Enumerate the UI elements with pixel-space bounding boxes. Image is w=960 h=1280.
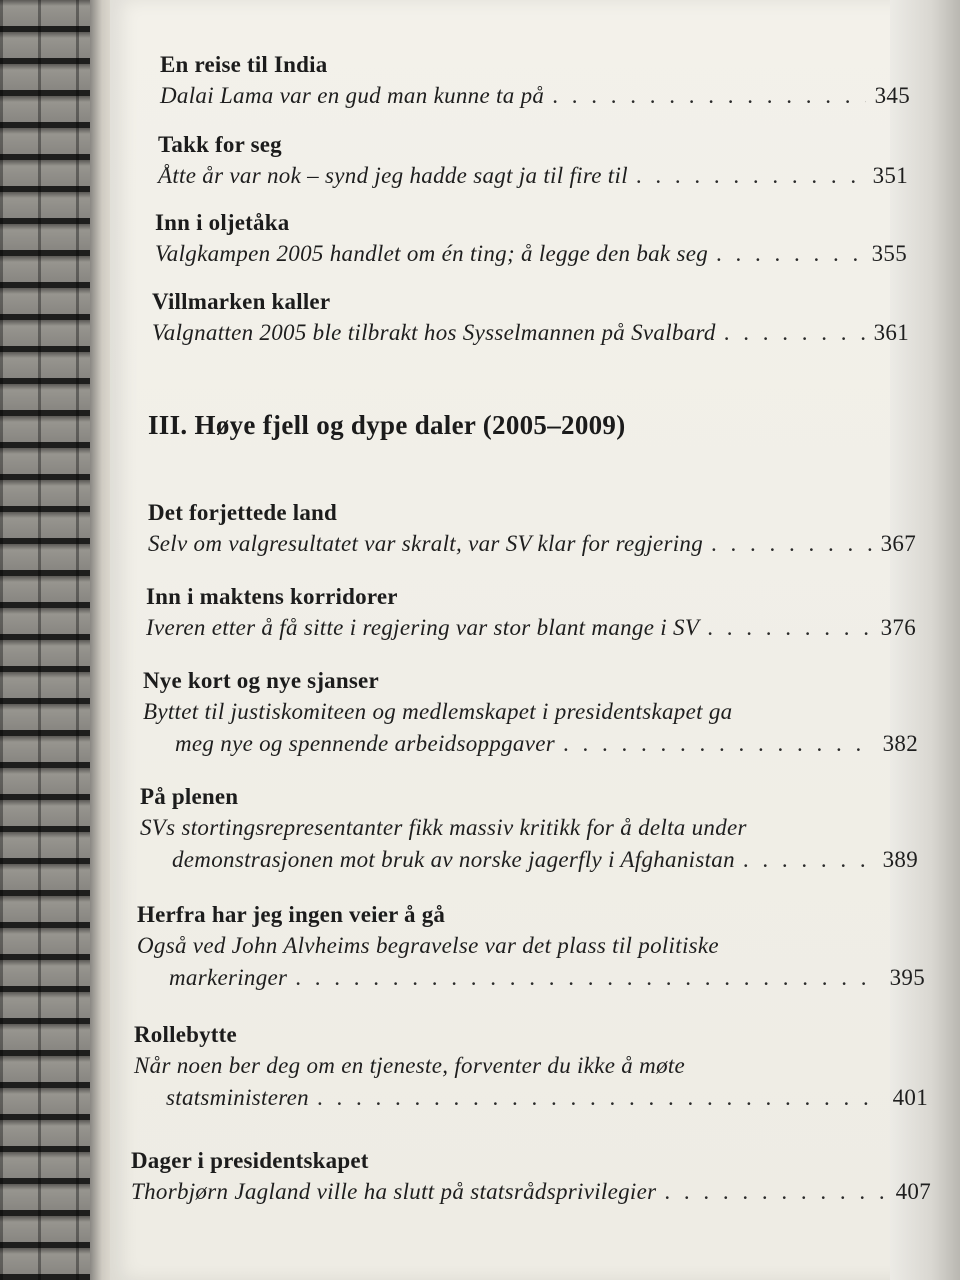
toc-entry-page: 361	[873, 320, 909, 345]
toc-entry-subtitle-cont: meg nye og spennende arbeidsoppgaver	[175, 731, 555, 756]
toc-entry-subtitle: Dalai Lama var en gud man kunne ta på	[160, 83, 545, 108]
leader-dots	[295, 962, 881, 994]
toc-entry-page: 351	[872, 163, 908, 188]
leader-dots	[636, 160, 864, 192]
toc-entry	[140, 782, 918, 876]
toc-entry-line	[152, 317, 909, 349]
toc-entry-page: 401	[892, 1085, 928, 1110]
leader-dots	[743, 844, 874, 876]
part-heading: III. Høye fjell og dype daler (2005–2009)	[148, 410, 626, 440]
toc-entry-page: 376	[880, 615, 916, 640]
toc-entry	[131, 1146, 931, 1208]
toc-entry-title: Det forjettede land	[148, 500, 338, 525]
leader-dots	[707, 612, 872, 644]
toc-entry-page: 345	[874, 83, 910, 108]
toc-entry	[155, 208, 907, 270]
toc-entry-page: 395	[889, 965, 925, 990]
toc-entry-page: 382	[882, 731, 918, 756]
toc-entry-page: 407	[895, 1179, 931, 1204]
leader-dots	[664, 1176, 887, 1208]
leader-dots	[716, 238, 863, 270]
toc-entry-subtitle: SVs stortingsrepresentanter fikk massiv kritikk for å delta under	[140, 815, 747, 840]
toc-entry-subtitle: Valgnatten 2005 ble tilbrakt hos Sysselmannen på Svalbard	[152, 320, 716, 345]
toc-entry	[152, 287, 909, 349]
toc-entry	[160, 50, 910, 112]
toc-entry-title: Inn i maktens korridorer	[146, 584, 398, 609]
toc-entry-line	[146, 612, 916, 644]
toc-entry	[158, 130, 908, 192]
toc-entry-subtitle: Også ved John Alvheims begravelse var det plass til politiske	[137, 933, 719, 958]
toc-entry-subtitle: Når noen ber deg om en tjeneste, forventer du ikke å møte	[134, 1053, 686, 1078]
leader-dots	[552, 80, 866, 112]
toc-entry-title: Dager i presidentskapet	[131, 1148, 369, 1173]
toc-entry-line	[143, 728, 918, 760]
toc-entry-subtitle-cont: demonstrasjonen mot bruk av norske jagerfly i Afghanistan	[172, 847, 735, 872]
toc-entry-line	[134, 1082, 928, 1114]
leader-dots	[563, 728, 874, 760]
toc-entry-page: 355	[871, 241, 907, 266]
toc-entry-subtitle: Iveren etter å få sitte i regjering var stor blant mange i SV	[146, 615, 700, 640]
toc-entry-title: Takk for seg	[158, 132, 282, 157]
toc-entry-title: Inn i oljetåka	[155, 210, 290, 235]
toc-entry-title: På plenen	[140, 784, 239, 809]
toc-entry	[148, 498, 916, 560]
toc-entry-line	[137, 962, 925, 994]
toc-entry-line	[140, 844, 918, 876]
leader-dots	[711, 528, 872, 560]
toc-entry-line	[158, 160, 908, 192]
toc-entry-title: Rollebytte	[134, 1022, 237, 1047]
toc-entry-page: 389	[882, 847, 918, 872]
toc-entry-title: Nye kort og nye sjanser	[143, 668, 379, 693]
toc-entry-subtitle: Valgkampen 2005 handlet om én ting; å legge den bak seg	[155, 241, 709, 266]
toc-entry-title: En reise til India	[160, 52, 328, 77]
toc-entry-line	[160, 80, 910, 112]
toc-entry	[137, 900, 925, 994]
toc-entry	[134, 1020, 928, 1114]
leader-dots	[724, 317, 865, 349]
toc-entry-subtitle: Byttet til justiskomiteen og medlemskapet i presidentskapet ga	[143, 699, 733, 724]
toc-entry-line	[131, 1176, 931, 1208]
toc-entry	[146, 582, 916, 644]
toc-entry	[143, 666, 918, 760]
toc-entry-title: Villmarken kaller	[152, 289, 331, 314]
toc-entry-subtitle: Selv om valgresultatet var skralt, var SV klar for regjering	[148, 531, 704, 556]
toc-entry-subtitle: Åtte år var nok – synd jeg hadde sagt ja til fire til	[158, 163, 628, 188]
leader-dots	[317, 1082, 884, 1114]
toc-entry-line	[148, 528, 916, 560]
toc-entry-subtitle-cont: statsministeren	[166, 1085, 309, 1110]
toc-entry-subtitle-cont: markeringer	[169, 965, 288, 990]
toc-entry-line	[155, 238, 907, 270]
toc-entry-page: 367	[880, 531, 916, 556]
toc-entry-subtitle: Thorbjørn Jagland ville ha slutt på statsrådsprivilegier	[131, 1179, 657, 1204]
toc-entry-title: Herfra har jeg ingen veier å gå	[137, 902, 446, 927]
